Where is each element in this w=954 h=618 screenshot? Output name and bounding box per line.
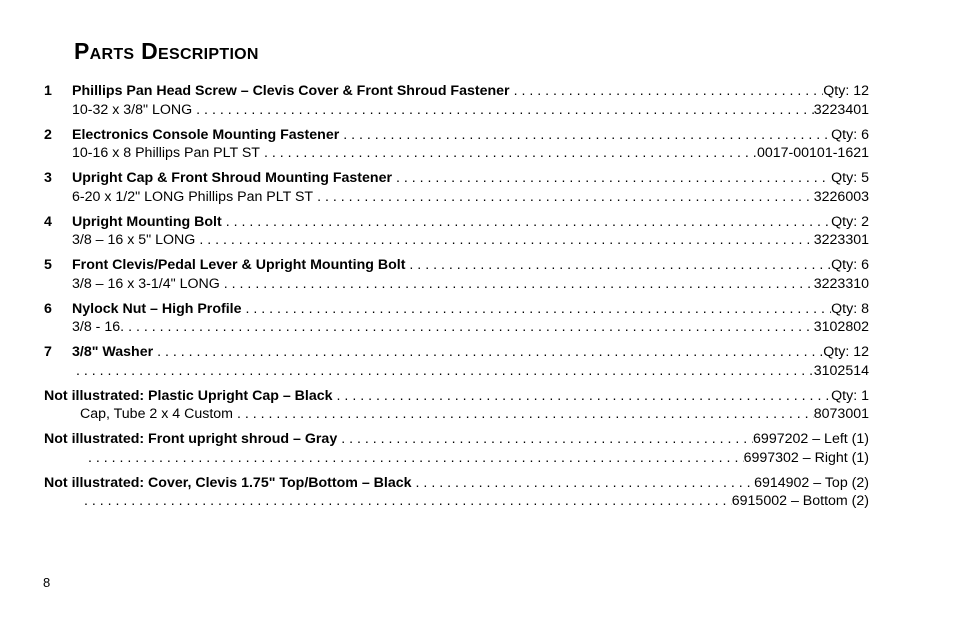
- part-name-line: [44, 300, 869, 319]
- part-name: Not illustrated: Cover, Clevis 1.75" Top/Bottom – Black: [44, 474, 412, 491]
- part-spec: 3/8 – 16 x 3-1/4" LONG: [72, 275, 220, 292]
- dot-leader: [80, 492, 732, 511]
- dot-leader: [84, 449, 744, 468]
- quantity: Qty: 12: [823, 344, 869, 360]
- part-spec-line: [44, 449, 869, 468]
- item-number: 1: [44, 83, 52, 99]
- part-name: Not illustrated: Front upright shroud – Gray: [44, 431, 338, 447]
- dot-leader: [412, 474, 755, 493]
- part-number: 3223310: [813, 275, 869, 292]
- part-spec-line: [44, 362, 869, 381]
- dot-leader: [260, 144, 757, 163]
- quantity: Qty: 2: [831, 213, 869, 230]
- parts-list: [44, 82, 869, 517]
- part-spec-line: [44, 492, 869, 511]
- dot-leader: [333, 387, 832, 406]
- dot-leader: [339, 126, 831, 145]
- part-item: [44, 82, 869, 119]
- dot-leader: [313, 188, 814, 207]
- item-number: 7: [44, 344, 52, 360]
- page-number: 8: [43, 575, 51, 590]
- part-number: 6915002 – Bottom (2): [731, 493, 869, 509]
- dot-leader: [72, 362, 814, 381]
- part-number: 6914902 – Top (2): [754, 474, 869, 491]
- part-number: 3223301: [813, 232, 869, 248]
- part-name: Upright Cap & Front Shroud Mounting Fastener: [72, 170, 392, 186]
- part-item: [44, 343, 869, 380]
- part-number: 0017-00101-1621: [756, 145, 869, 161]
- part-name-line: [44, 256, 869, 275]
- part-number: 3223401: [813, 101, 869, 118]
- page-title: Parts Description: [74, 38, 259, 64]
- part-item: [44, 126, 869, 163]
- part-name-line: [44, 213, 869, 232]
- part-item: [44, 256, 869, 293]
- part-item: [44, 169, 869, 206]
- part-name-line: [44, 126, 869, 145]
- dot-leader: [192, 101, 814, 120]
- part-name: Not illustrated: Plastic Upright Cap – Black: [44, 387, 333, 404]
- item-number: 2: [44, 126, 52, 143]
- quantity: Qty: 5: [831, 170, 869, 186]
- part-spec-line: [44, 101, 869, 120]
- item-number: 4: [44, 213, 52, 230]
- part-name: Front Clevis/Pedal Lever & Upright Mounting Bolt: [72, 257, 406, 273]
- part-number: 3226003: [813, 188, 869, 205]
- dot-leader: [195, 231, 813, 250]
- quantity: Qty: 1: [831, 387, 869, 404]
- part-spec-line: [44, 231, 869, 250]
- item-number: 6: [44, 300, 52, 317]
- part-spec-line: [44, 318, 869, 337]
- part-name-line: [44, 169, 869, 188]
- dot-leader: [405, 256, 831, 275]
- part-spec: 3/8 - 16.: [72, 319, 125, 335]
- part-spec-line: [44, 405, 869, 424]
- quantity: Qty: 6: [831, 126, 869, 143]
- part-item: [44, 300, 869, 337]
- part-name-line: [44, 387, 869, 406]
- dot-leader: [337, 430, 753, 449]
- part-spec: 6-20 x 1/2" LONG Phillips Pan PLT ST: [72, 188, 314, 205]
- dot-leader: [242, 300, 832, 319]
- part-name: Phillips Pan Head Screw – Clevis Cover & Front Shroud Fastener: [72, 83, 510, 99]
- part-item: [44, 213, 869, 250]
- dot-leader: [233, 405, 814, 424]
- item-number: 5: [44, 257, 52, 273]
- not-illustrated-item: [44, 474, 869, 511]
- part-name-line: [44, 82, 869, 101]
- part-name: Nylock Nut – High Profile: [72, 300, 242, 317]
- quantity: Qty: 12: [823, 83, 869, 99]
- part-spec: Cap, Tube 2 x 4 Custom: [80, 406, 233, 422]
- dot-leader: [153, 343, 823, 362]
- not-illustrated-item: [44, 430, 869, 467]
- part-spec-line: [44, 188, 869, 207]
- part-spec: 10-16 x 8 Phillips Pan PLT ST: [72, 145, 260, 161]
- dot-leader: [510, 82, 824, 101]
- part-name: Electronics Console Mounting Fastener: [72, 126, 340, 143]
- dot-leader: [222, 213, 831, 232]
- part-number: 6997302 – Right (1): [743, 449, 869, 466]
- part-name-line: [44, 430, 869, 449]
- part-number: 3102802: [813, 319, 869, 335]
- part-spec: 10-32 x 3/8" LONG: [72, 101, 193, 118]
- quantity: Qty: 6: [831, 257, 869, 273]
- part-number: 6997202 – Left (1): [753, 431, 869, 447]
- item-number: 3: [44, 170, 52, 186]
- part-spec-line: [44, 144, 869, 163]
- part-number: 3102514: [813, 362, 869, 379]
- part-spec: 3/8 – 16 x 5" LONG: [72, 232, 196, 248]
- part-name: 3/8" Washer: [72, 344, 154, 360]
- dot-leader: [392, 169, 831, 188]
- part-number: 8073001: [813, 406, 869, 422]
- part-name-line: [44, 343, 869, 362]
- part-spec-line: [44, 275, 869, 294]
- dot-leader: [124, 318, 814, 337]
- part-name: Upright Mounting Bolt: [72, 213, 222, 230]
- dot-leader: [220, 275, 814, 294]
- quantity: Qty: 8: [831, 300, 869, 317]
- not-illustrated-item: [44, 387, 869, 424]
- part-name-line: [44, 474, 869, 493]
